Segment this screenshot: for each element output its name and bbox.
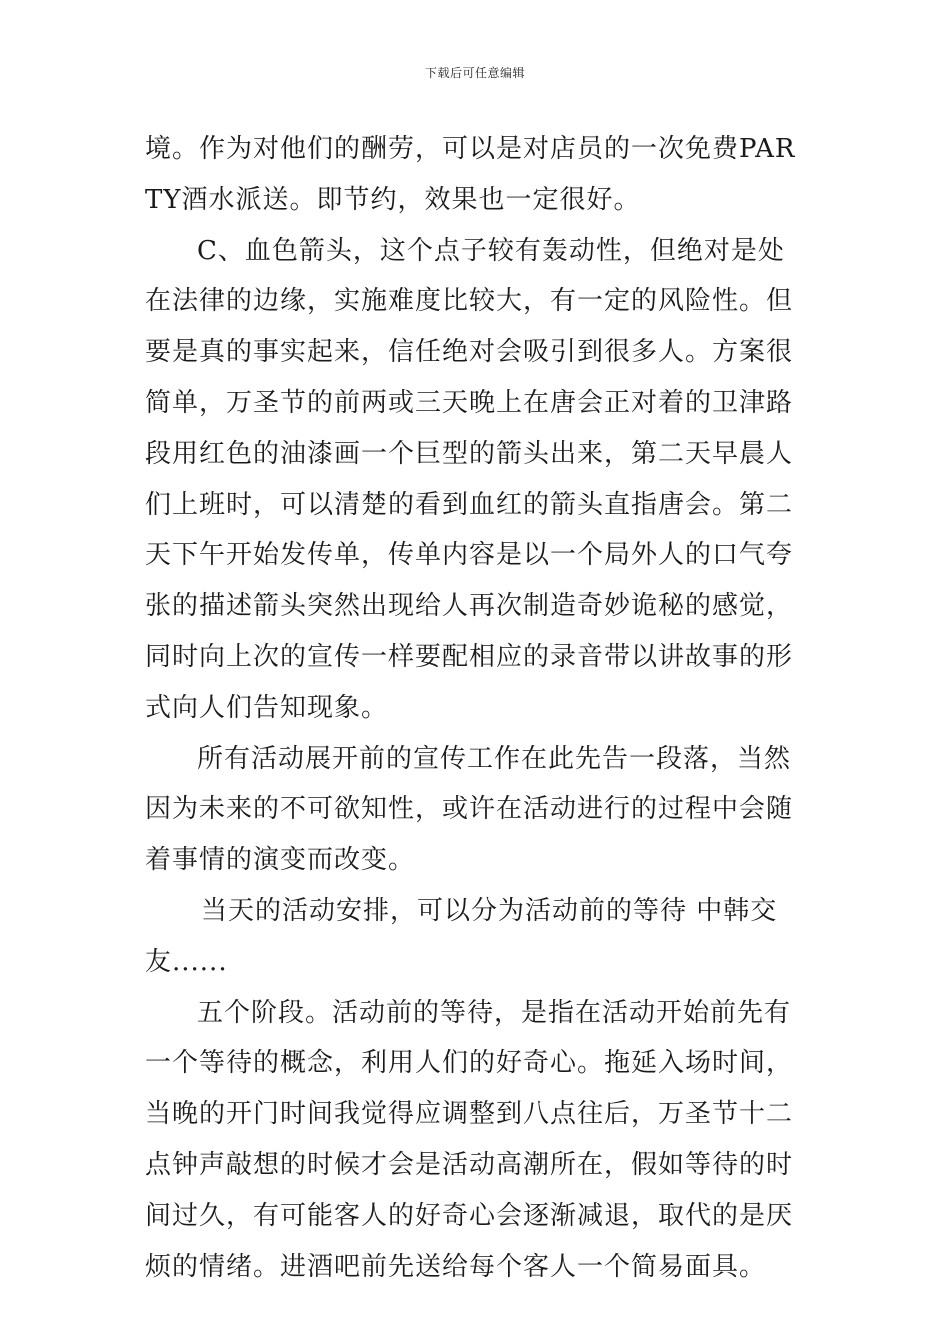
paragraph-day-schedule: 当天的活动安排，可以分为活动前的等待 中韩交友......	[145, 895, 778, 977]
paragraph-blood-arrow: C、血色箭头，这个点子较有轰动性，但绝对是处在法律的边缘，实施难度比较大，有一定的风险性。但要是真的事实起来，信任绝对会吸引到很多人。方案很简单，万圣节的前两或三天晚上在唐会正对着的卫津路段用红色的油漆画一个巨型的箭头出来，第二天早晨人们上班时，可以清楚的看到血红的箭头直指唐会。第二天下午开始发传单，传单内容是以一个局外人的口气夸张的描述箭头突然出现给人再次制造奇妙诡秘的感觉，同时向上次的宣传一样要配相应的录音带以讲故事的形式向人们告知现象。	[145, 235, 794, 723]
paragraph-promotion-summary: 所有活动展开前的宣传工作在此先告一段落，当然因为未来的不可欲知性，或许在活动进行的过程中会随着事情的演变而改变。	[145, 743, 794, 876]
paragraph-five-stages: 五个阶段。活动前的等待，是指在活动开始前先有一个等待的概念，利用人们的好奇心。拖延入场时间，当晚的开门时间我觉得应调整到八点往后，万圣节十二点钟声敲想的时候才会是活动高潮所在，假如等待的时间过久，有可能客人的好奇心会逐渐减退，取代的是厌烦的情绪。进酒吧前先送给每个客人一个简易面具。	[145, 997, 794, 1282]
paragraph-continuation: 境。作为对他们的酬劳，可以是对店员的一次免费PARTY酒水派送。即节约，效果也一定很好。	[145, 134, 796, 215]
document-body	[145, 124, 810, 1292]
page-header: 下载后可任意编辑	[424, 66, 525, 80]
